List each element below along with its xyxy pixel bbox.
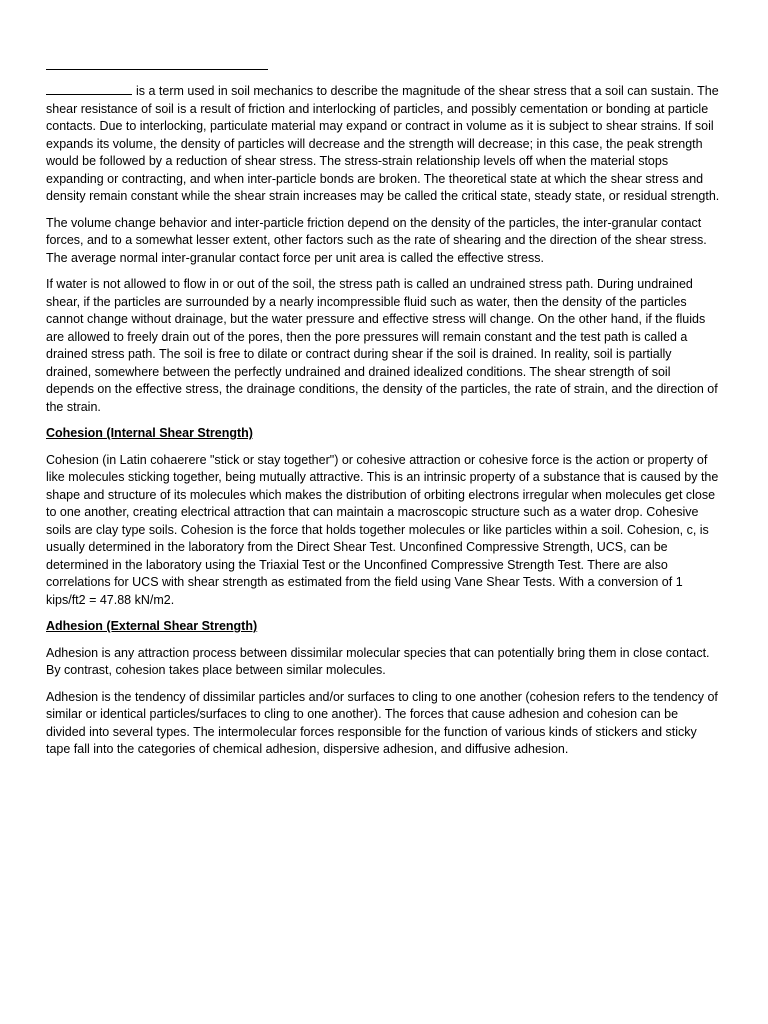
- intro-paragraph: [46, 82, 720, 206]
- fill-in-blank: [46, 82, 132, 95]
- paragraph-volume-change: The volume change behavior and inter-particle friction depend on the density of the particles, the inter-granular contact forces, and to a somewhat lesser extent, other factors such as the rate of shearing and the direction of the shear stress. The average normal inter-granular contact force per unit area is called the effective stress.: [46, 215, 707, 265]
- paragraph-adhesion-tendency: Adhesion is the tendency of dissimilar particles and/or surfaces to cling to one another (cohesion refers to the tendency of similar or identical particles/surfaces to cling to one another). The forces that cause adhesion and cohesion can be divided into several types. The intermolecular forces responsible for the function of various kinds of stickers and sticky tape fall into the categories of chemical adhesion, dispersive adhesion, and diffusive adhesion.: [46, 689, 718, 756]
- paragraph-drainage: If water is not allowed to flow in or out of the soil, the stress path is called an undrained stress path. During undrained shear, if the particles are surrounded by a nearly incompressible fluid such as water, then the density of the particles cannot change without drainage, but the water pressure and effective stress will change. On the other hand, if the fluids are allowed to freely drain out of the pores, then the pore pressures will remain constant and the test path is called a drained stress path. The soil is free to dilate or contract during shear if the soil is drained. In reality, soil is partially drained, somewhere between the perfectly undrained and drained idealized conditions. The shear strength of soil depends on the effective stress, the drainage conditions, the density of the particles, the rate of strain, and the direction of the strain.: [46, 277, 718, 414]
- title-blank-line: [46, 69, 268, 70]
- intro-paragraph-text: is a term used in soil mechanics to describe the magnitude of the shear stress that a soil can sustain. The shear resistance of soil is a result of friction and interlocking of particles, and possibly cementation or bonding at particle contacts. Due to interlocking, particulate material may expand or contract in volume as it is subject to shear strains. If soil expands its volume, the density of particles will decrease and the strength will decrease; in this case, the peak strength would be followed by a reduction of shear stress. The stress-strain relationship levels off when the material stops expanding or contracting, and when inter-particle bonds are broken. The theoretical state at which the shear stress and density remain constant while the shear strain increases may be called the critical state, steady state, or residual strength.: [46, 84, 720, 203]
- heading-cohesion: Cohesion (Internal Shear Strength): [46, 426, 253, 440]
- paragraph-adhesion-definition: Adhesion is any attraction process between dissimilar molecular species that can potentially bring them in close contact. By contrast, cohesion takes place between similar molecules.: [46, 645, 710, 677]
- heading-adhesion: Adhesion (External Shear Strength): [46, 619, 258, 633]
- paragraph-cohesion: Cohesion (in Latin cohaerere "stick or stay together") or cohesive attraction or cohesive force is the action or property of like molecules sticking together, being mutually attractive. This is an intrinsic property of a substance that is caused by the shape and structure of its molecules which makes the distribution of orbiting electrons irregular when molecules get close to one another, creating electrical attraction that can maintain a macroscopic structure such as a water drop. Cohesive soils are clay type soils. Cohesion is the force that holds together molecules or like particles within a soil. Cohesion, c, is usually determined in the laboratory from the Direct Shear Test. Unconfined Compressive Strength, UCS, can be determined in the laboratory using the Triaxial Test or the Unconfined Compressive Strength Test. There are also correlations for UCS with shear strength as estimated from the field using Vane Shear Tests. With a conversion of 1 kips/ft2 = 47.88 kN/m2.: [46, 452, 719, 607]
